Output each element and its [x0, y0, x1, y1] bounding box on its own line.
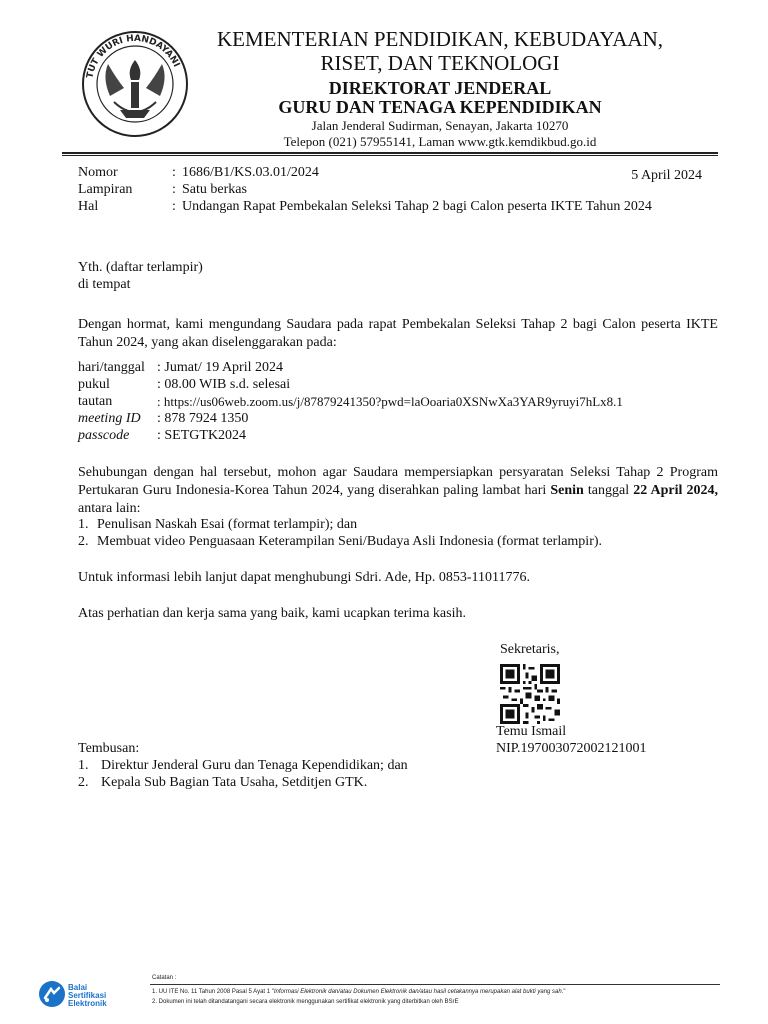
detail-label-meeting-id: meeting ID: [78, 411, 141, 426]
detail-label-link: tautan: [78, 394, 113, 409]
nomor-label: Nomor: [78, 165, 118, 180]
footer-note-1: 1. UU ITE No. 11 Tahun 2008 Pasal 5 Ayat 1 "Informasi Elektronik dan/atau Dokumen Elektronik dan/atau hasil cetakannya merupakan alat bukti yang sah.": [152, 989, 566, 995]
list-item-1-text: Penulisan Naskah Esai (format terlampir); dan: [97, 517, 358, 532]
header-rule: [62, 152, 718, 154]
zoom-link[interactable]: : https://us06web.zoom.us/j/87879241350?pwd=laOoaria0XSNwXa3YAR9yruyi7hLx8.1: [157, 394, 623, 409]
detail-value-time: : 08.00 WIB s.d. selesai: [157, 377, 291, 392]
cc-item-2-text: Kepala Sub Bagian Tata Usaha, Setditjen GTK.: [101, 775, 368, 790]
detail-value-passcode: : SETGTK2024: [157, 428, 247, 443]
list-item-2-text: Membuat video Penguasaan Keterampilan Seni/Budaya Asli Indonesia (format terlampir).: [97, 534, 603, 549]
footer-note-2: 2. Dokumen ini telah ditandatangani secara elektronik menggunakan sertifikat elektronik yang diterbitkan oleh BSrE: [152, 999, 459, 1005]
nomor-value: 1686/B1/KS.03.01/2024: [182, 165, 319, 180]
detail-label-passcode: passcode: [78, 428, 130, 443]
directorate-line2: GURU DAN TENAGA KEPENDIDIKAN: [278, 97, 602, 117]
bsre-text-line1: Balai: [68, 983, 88, 992]
footer-rule: [150, 984, 720, 985]
bsre-text-line2: Sertifikasi: [68, 991, 107, 1000]
qr-code-icon: [500, 664, 560, 724]
tut-wuri-handayani-logo: [80, 26, 190, 144]
bsre-text-line3: Elektronik: [68, 999, 107, 1008]
signature-title: Sekretaris,: [500, 642, 560, 657]
detail-label-date: hari/tanggal: [78, 360, 145, 375]
bsre-logo-icon: [38, 980, 66, 1008]
para2-text-b: tanggal: [583, 483, 634, 498]
lampiran-value: Satu berkas: [182, 182, 247, 197]
cc-item-2-num: 2.: [78, 775, 89, 790]
para2-bold-day: Senin: [550, 483, 584, 498]
hal-colon: :: [172, 199, 176, 214]
letter-date: 5 April 2024: [631, 168, 702, 183]
cc-item-1-num: 1.: [78, 758, 89, 773]
list-item-1-num: 1.: [78, 517, 89, 532]
header-contact: Telepon (021) 57955141, Laman www.gtk.kemdikbud.go.id: [283, 134, 597, 149]
contact-info: Untuk informasi lebih lanjut dapat menghubungi Sdri. Ade, Hp. 0853-11011776.: [78, 570, 530, 585]
ministry-name-line2: RISET, DAN TEKNOLOGI: [320, 51, 560, 75]
recipient-line1: Yth. (daftar terlampir): [78, 260, 203, 275]
detail-label-time: pukul: [78, 377, 110, 392]
para2-bold-date: 22 April 2024,: [633, 483, 718, 498]
lampiran-colon: :: [172, 182, 176, 197]
svg-text:TUT WURI HANDAYANI: TUT WURI HANDAYANI: [85, 33, 182, 80]
cc-item-1-text: Direktur Jenderal Guru dan Tenaga Kependidikan; dan: [101, 758, 408, 773]
requirements-paragraph: [78, 464, 718, 518]
cc-title: Tembusan:: [78, 741, 140, 756]
hal-label: Hal: [78, 199, 99, 214]
hal-value: Undangan Rapat Pembekalan Seleksi Tahap 2 bagi Calon peserta IKTE Tahun 2024: [182, 199, 652, 214]
list-item-2-num: 2.: [78, 534, 89, 549]
para2-text-a: Sehubungan dengan hal tersebut, mohon agar Saudara mempersiapkan persyaratan Seleksi Tahap 2 Program Pertukaran Guru Indonesia-Korea Tahun 2024, yang diserahkan paling lambat hari: [78, 465, 718, 498]
para2-text-c: antara lain:: [78, 501, 141, 516]
header-rule-thin: [62, 155, 718, 156]
detail-value-meeting-id: : 878 7924 1350: [157, 411, 249, 426]
nomor-colon: :: [172, 165, 176, 180]
signer-nip: NIP.197003072002121001: [496, 741, 647, 756]
lampiran-label: Lampiran: [78, 182, 133, 197]
detail-value-date: : Jumat/ 19 April 2024: [157, 360, 283, 375]
intro-paragraph: Dengan hormat, kami mengundang Saudara pada rapat Pembekalan Seleksi Tahap 2 bagi Calon peserta IKTE Tahun 2024, yang akan diselenggarakan pada:: [78, 317, 718, 350]
recipient-line2: di tempat: [78, 277, 131, 292]
closing-text: Atas perhatian dan kerja sama yang baik, kami ucapkan terima kasih.: [78, 606, 466, 621]
directorate-line1: DIREKTORAT JENDERAL: [328, 78, 552, 98]
signer-name: Temu Ismail: [496, 724, 567, 739]
footer-note-title: Catatan :: [152, 975, 177, 981]
header-address: Jalan Jenderal Sudirman, Senayan, Jakarta 10270: [311, 118, 569, 133]
ministry-name-line1: KEMENTERIAN PENDIDIKAN, KEBUDAYAAN,: [216, 27, 664, 51]
